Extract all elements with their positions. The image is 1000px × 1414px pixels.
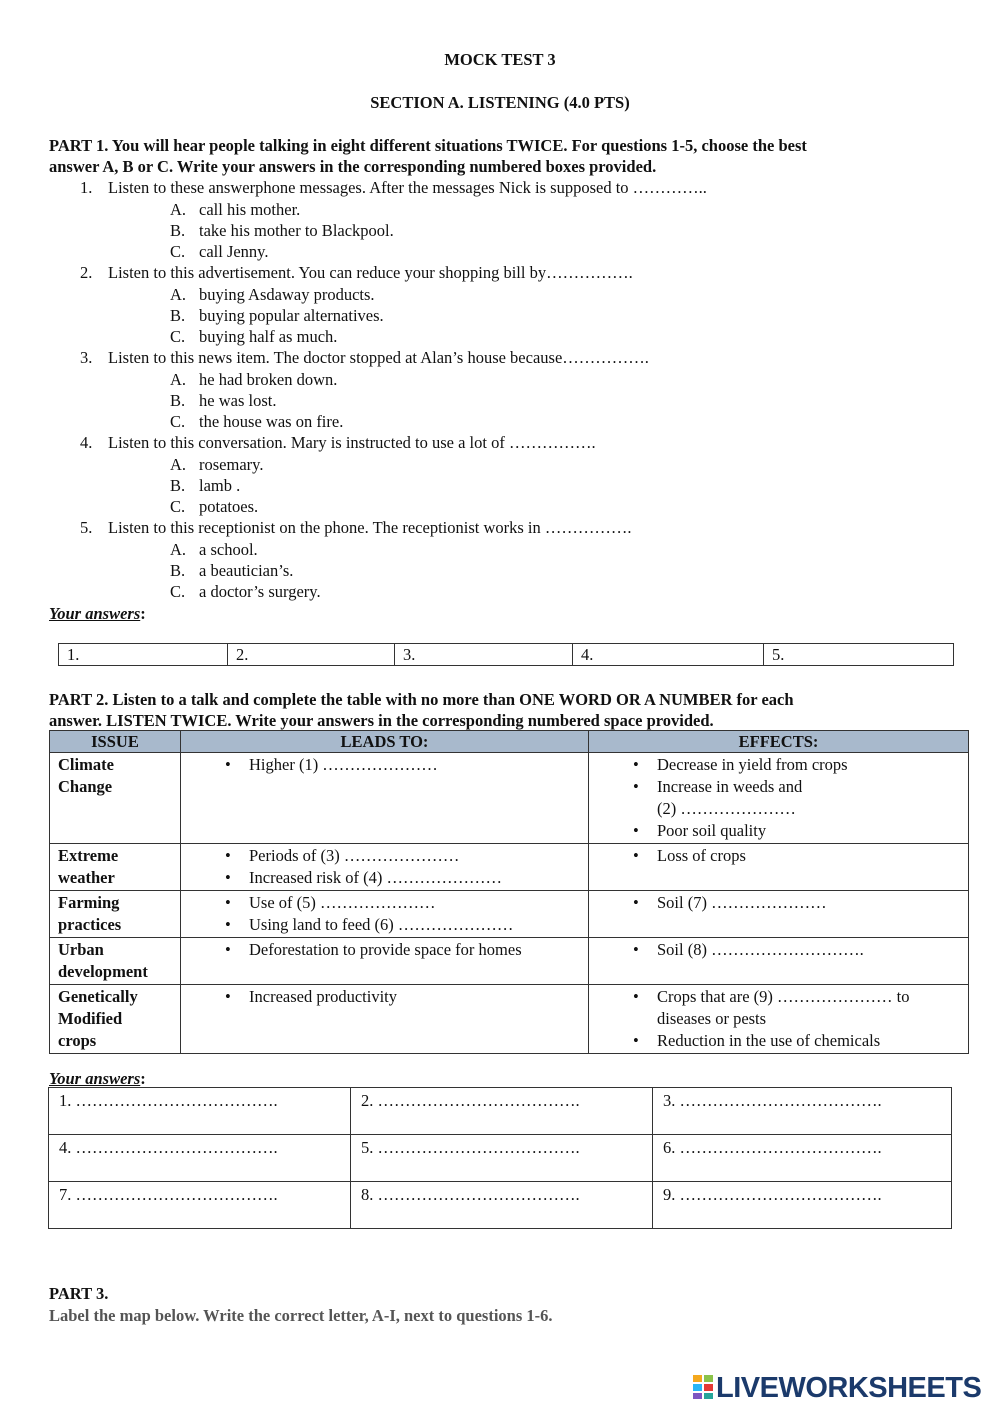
answer-box-1[interactable]: 1. [59, 644, 228, 666]
header-leads: LEADS TO: [181, 731, 589, 753]
liveworksheets-logo-icon [693, 1375, 713, 1399]
question-3: 3. Listen to this news item. The doctor stopped at Alan’s house because……………. [80, 348, 649, 367]
answer-box-2[interactable]: 2. [228, 644, 395, 666]
option-3b: B. he was lost. [170, 391, 277, 410]
part1-answer-boxes [58, 643, 954, 666]
leads-cell [181, 985, 589, 1054]
question-4: 4. Listen to this conversation. Mary is instructed to use a lot of ……………. [80, 433, 596, 452]
answer-box-4[interactable]: 4. [573, 644, 764, 666]
your-answers-label-1: Your answers: [49, 604, 146, 623]
effects-cell [589, 985, 969, 1054]
list-item: • Increased productivity [225, 987, 397, 1006]
part3-instruction: Label the map below. Write the correct letter, A-I, next to questions 1-6. [49, 1306, 553, 1325]
answer-field-3[interactable]: 3. ………………………………. [653, 1088, 952, 1135]
part2-instruction-line1: PART 2. Listen to a talk and complete the table with no more than ONE WORD OR A NUMBER for each [49, 690, 794, 709]
answer-field-7[interactable]: 7. ………………………………. [49, 1182, 351, 1229]
list-item-continuation: diseases or pests [657, 1009, 767, 1028]
answer-field-6[interactable]: 6. ………………………………. [653, 1135, 952, 1182]
issue-cell: Genetically Modified crops [50, 985, 181, 1054]
issue-cell: Farming practices [50, 891, 181, 938]
header-effects: EFFECTS: [589, 731, 969, 753]
section-title: SECTION A. LISTENING (4.0 PTS) [370, 93, 630, 112]
part3-title: PART 3. [49, 1284, 109, 1303]
question-1: 1. Listen to these answerphone messages. After the messages Nick is supposed to ………….. [80, 178, 707, 197]
issue-cell: Climate Change [50, 753, 181, 844]
list-item-continuation: (2) ………………… [657, 799, 796, 818]
answer-field-2[interactable]: 2. ………………………………. [351, 1088, 653, 1135]
option-3a: A. he had broken down. [170, 370, 338, 389]
list-item: • Decrease in yield from crops [633, 755, 848, 774]
effects-cell [589, 753, 969, 844]
effects-cell [589, 844, 969, 891]
list-item: • Reduction in the use of chemicals [633, 1031, 881, 1050]
answer-field-5[interactable]: 5. ………………………………. [351, 1135, 653, 1182]
list-item: • Deforestation to provide space for homes [225, 940, 522, 959]
option-4b: B. lamb . [170, 476, 241, 495]
part1-instruction-line2: answer A, B or C. Write your answers in the corresponding numbered boxes provided. [49, 157, 657, 176]
liveworksheets-logo [693, 1372, 981, 1405]
list-item: • Increase in weeds and [633, 777, 803, 796]
table-row [50, 985, 969, 1054]
option-4c: C. potatoes. [170, 497, 259, 516]
answer-field-8[interactable]: 8. ………………………………. [351, 1182, 653, 1229]
page-title: MOCK TEST 3 [444, 50, 556, 69]
option-5a: A. a school. [170, 540, 258, 559]
list-item: • Soil (8) ………………………. [633, 940, 864, 959]
leads-cell [181, 753, 589, 844]
question-5: 5. Listen to this receptionist on the phone. The receptionist works in ……………. [80, 518, 632, 537]
table-row [50, 891, 969, 938]
list-item: • Higher (1) ………………… [225, 755, 438, 774]
option-1a: A. call his mother. [170, 200, 301, 219]
list-item: • Soil (7) ………………… [633, 893, 827, 912]
list-item: • Poor soil quality [633, 821, 767, 840]
part2-instruction-line2: answer. LISTEN TWICE. Write your answers in the corresponding numbered space provided. [49, 711, 714, 730]
option-2c: C. buying half as much. [170, 327, 338, 346]
answer-field-9[interactable]: 9. ………………………………. [653, 1182, 952, 1229]
part2-answer-grid [48, 1087, 952, 1229]
effects-cell [589, 938, 969, 985]
option-1b: B. take his mother to Blackpool. [170, 221, 394, 240]
logo-text: LIVEWORKSHEETS [716, 1372, 982, 1404]
header-issue: ISSUE [50, 731, 181, 753]
table-row [50, 753, 969, 844]
answer-box-3[interactable]: 3. [395, 644, 573, 666]
option-1c: C. call Jenny. [170, 242, 269, 261]
issue-cell: Urban development [50, 938, 181, 985]
leads-cell [181, 844, 589, 891]
table-row [50, 844, 969, 891]
option-4a: A. rosemary. [170, 455, 264, 474]
list-item: • Crops that are (9) ………………… to [633, 987, 910, 1006]
part1-instruction-line1: PART 1. You will hear people talking in eight different situations TWICE. For questions 1-5, choose the best [49, 136, 807, 155]
effects-cell [589, 891, 969, 938]
question-2: 2. Listen to this advertisement. You can reduce your shopping bill by……………. [80, 263, 633, 282]
option-5c: C. a doctor’s surgery. [170, 582, 321, 601]
your-answers-label-2: Your answers: [49, 1069, 146, 1088]
issue-cell: Extreme weather [50, 844, 181, 891]
answer-box-5[interactable]: 5. [764, 644, 954, 666]
option-3c: C. the house was on fire. [170, 412, 344, 431]
leads-cell [181, 938, 589, 985]
answer-field-4[interactable]: 4. ………………………………. [49, 1135, 351, 1182]
list-item: • Periods of (3) ………………… [225, 846, 460, 865]
answer-field-1[interactable]: 1. ………………………………. [49, 1088, 351, 1135]
list-item: • Increased risk of (4) ………………… [225, 868, 502, 887]
table-row [50, 938, 969, 985]
option-2b: B. buying popular alternatives. [170, 306, 384, 325]
list-item: • Using land to feed (6) ………………… [225, 915, 514, 934]
option-2a: A. buying Asdaway products. [170, 285, 375, 304]
issues-table [49, 730, 969, 1054]
leads-cell [181, 891, 589, 938]
option-5b: B. a beautician’s. [170, 561, 294, 580]
list-item: • Use of (5) ………………… [225, 893, 436, 912]
list-item: • Loss of crops [633, 846, 746, 865]
